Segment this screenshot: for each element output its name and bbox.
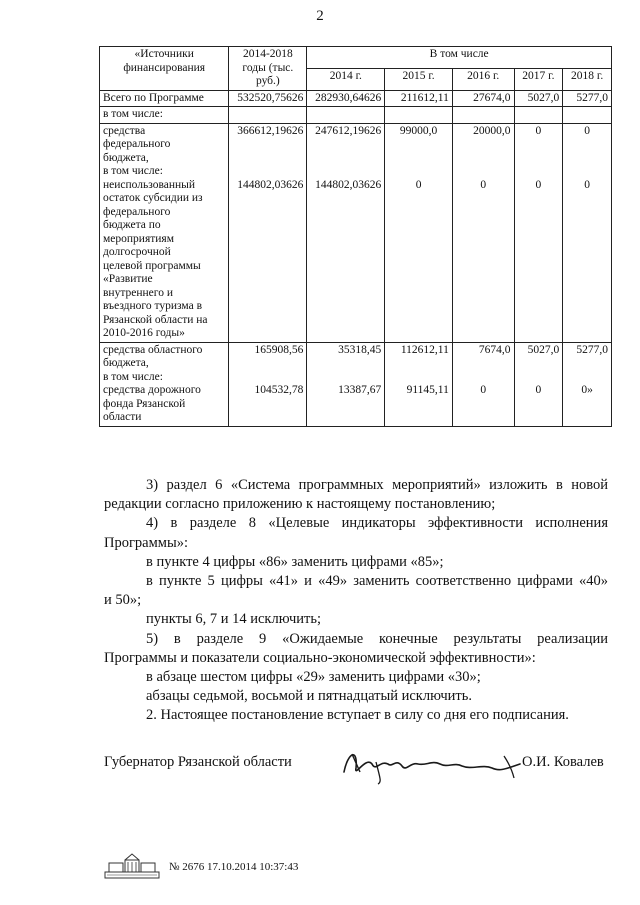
header-year: 2016 г. [452, 68, 514, 90]
table-header-row [100, 47, 612, 69]
registration-number: № 2676 17.10.2014 10:37:43 [169, 861, 299, 873]
page-number: 2 [316, 8, 324, 24]
table-cell: 112612,11 91145,11 [385, 342, 453, 426]
row-label: в том числе: [100, 107, 229, 124]
header-including: В том числе [307, 47, 612, 69]
table-row-including [100, 107, 612, 124]
table-row-total [100, 90, 612, 107]
table-row-regional [100, 342, 612, 426]
body-text [104, 476, 608, 726]
paragraph: 5) в разделе 9 «Ожидаемые конечные результаты реализации [146, 630, 608, 647]
header-year: 2018 г. [563, 68, 612, 90]
table-cell: 5277,0 0» [563, 342, 612, 426]
table-cell: 0 0 [563, 123, 612, 342]
paragraph: пункты 6, 7 и 14 исключить; [146, 611, 321, 628]
paragraph: Программы и показатели социально-экономической эффективности»: [104, 649, 536, 666]
paragraph: редакции согласно приложению к настоящему постановлению; [104, 496, 496, 513]
table-cell: 282930,64626 [307, 90, 385, 107]
header-year: 2014 г. [307, 68, 385, 90]
table-cell: 5027,0 0 [514, 342, 563, 426]
paragraph: 3) раздел 6 «Система программных мероприятий» изложить в новой [146, 477, 608, 493]
table-cell: 247612,19626 144802,03626 [307, 123, 385, 342]
paragraph: и 50»; [104, 592, 142, 609]
paragraph: 4) в разделе 8 «Целевые индикаторы эффективности исполнения [146, 515, 608, 532]
paragraph: в пункте 4 цифры «86» заменить цифрами «85»; [146, 553, 444, 570]
row-label: средства областного бюджета, в том числе: средства дорожного фонда Рязанской области [100, 342, 229, 426]
header-year: 2017 г. [514, 68, 563, 90]
government-building-logo [103, 852, 161, 880]
table-row-federal [100, 123, 612, 342]
table-cell: 35318,45 13387,67 [307, 342, 385, 426]
table-cell: 7674,0 0 [452, 342, 514, 426]
financing-table [99, 46, 612, 427]
row-label: средства федерального бюджета, в том числе: неиспользованный остаток субсидии из федерального бюджета по мероприятиям долгосрочной целевой программы «Развитие внутреннего и въездного туризма в Рязанской области на 2010-2016 годы» [100, 123, 229, 342]
table-cell: 27674,0 [452, 90, 514, 107]
table-cell: 165908,56 104532,78 [229, 342, 307, 426]
table-cell: 532520,75626 [229, 90, 307, 107]
table-cell: 211612,11 [385, 90, 453, 107]
table-cell: 20000,0 0 [452, 123, 514, 342]
paragraph: 2. Настоящее постановление вступает в силу со дня его подписания. [146, 707, 569, 724]
paragraph: в пункте 5 цифры «41» и «49» заменить соответственно цифрами «40» [146, 573, 608, 590]
table-cell: 5027,0 [514, 90, 563, 107]
footer [103, 852, 343, 882]
table-cell: 5277,0 [563, 90, 612, 107]
row-label: Всего по Программе [100, 90, 229, 107]
table-cell: 0 0 [514, 123, 563, 342]
signature-block [104, 752, 614, 792]
paragraph: абзацы седьмой, восьмой и пятнадцатый исключить. [146, 688, 472, 705]
header-period: 2014-2018 годы (тыс. руб.) [229, 47, 307, 91]
table-cell: 366612,19626 144802,03626 [229, 123, 307, 342]
signer-title: Губернатор Рязанской области [104, 754, 292, 770]
table-cell: 99000,0 0 [385, 123, 453, 342]
paragraph: Программы»: [104, 534, 188, 551]
handwritten-signature [336, 742, 526, 786]
header-source: «Источники финансирования [100, 47, 229, 91]
signer-name: О.И. Ковалев [522, 754, 604, 770]
header-year: 2015 г. [385, 68, 453, 90]
paragraph: в абзаце шестом цифры «29» заменить цифрами «30»; [146, 669, 481, 686]
